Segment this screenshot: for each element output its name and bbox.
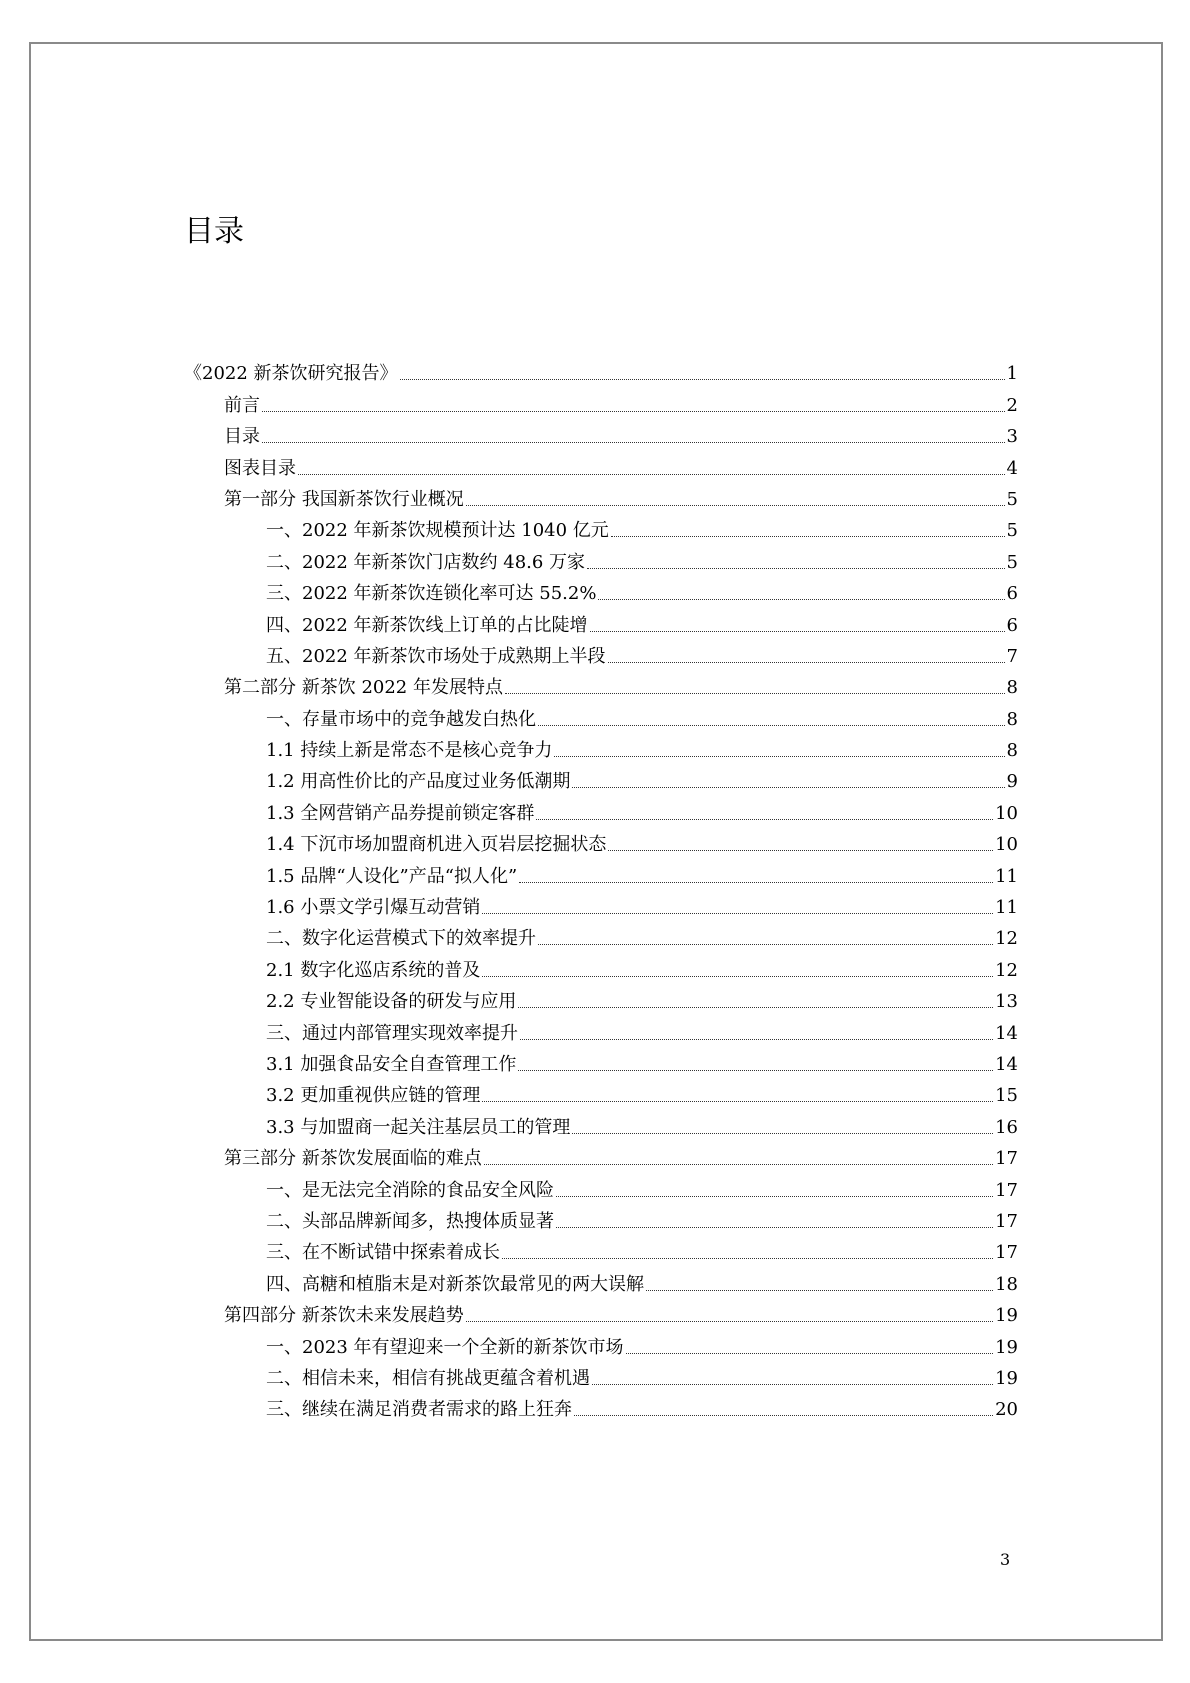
toc-entry-page: 10 — [995, 802, 1018, 824]
toc-entry-title: 1.2 用高性价比的产品度过业务低潮期 — [266, 771, 571, 793]
toc-entry-page: 19 — [995, 1305, 1018, 1327]
toc-entry[interactable] — [184, 512, 1018, 543]
toc-entry-title: 一、2022 年新茶饮规模预计达 1040 亿元 — [266, 520, 609, 542]
toc-entry-title: 2.2 专业智能设备的研发与应用 — [266, 991, 517, 1013]
toc-dot-leader — [520, 1039, 993, 1040]
toc-entry-title: 1.5 品牌“人设化”产品“拟人化” — [266, 865, 518, 887]
toc-entry[interactable] — [184, 449, 1018, 480]
toc-dot-leader — [466, 505, 1005, 506]
toc-entry[interactable] — [184, 1108, 1018, 1139]
toc-entry-title: 三、通过内部管理实现效率提升 — [266, 1022, 518, 1044]
toc-dot-leader — [484, 1164, 993, 1165]
toc-entry-title: 一、2023 年有望迎来一个全新的新茶饮市场 — [266, 1336, 624, 1358]
toc-entry-page: 1 — [1006, 363, 1018, 385]
toc-entry-page: 4 — [1006, 457, 1018, 479]
toc-entry-page: 5 — [1006, 551, 1018, 573]
toc-dot-leader — [466, 1321, 993, 1322]
toc-entry[interactable] — [184, 794, 1018, 825]
toc-entry-title: 二、头部品牌新闻多，热搜体质显著 — [266, 1210, 554, 1232]
toc-dot-leader — [298, 474, 1005, 475]
toc-entry[interactable] — [184, 386, 1018, 417]
toc-entry[interactable] — [184, 700, 1018, 731]
toc-entry[interactable] — [184, 1077, 1018, 1108]
toc-entry-page: 11 — [995, 865, 1018, 887]
toc-dot-leader — [262, 411, 1005, 412]
toc-entry[interactable] — [184, 1203, 1018, 1234]
toc-entry-title: 三、继续在满足消费者需求的路上狂奔 — [266, 1399, 572, 1421]
toc-dot-leader — [572, 787, 1004, 788]
toc-dot-leader — [502, 1258, 993, 1259]
toc-dot-leader — [538, 725, 1005, 726]
toc-entry[interactable] — [184, 763, 1018, 794]
toc-entry[interactable] — [184, 1140, 1018, 1171]
toc-entry[interactable] — [184, 732, 1018, 763]
toc-entry-title: 3.1 加强食品安全自查管理工作 — [266, 1053, 517, 1075]
toc-entry-title: 三、在不断试错中探索着成长 — [266, 1242, 500, 1264]
toc-entry-title: 1.6 小票文学引爆互动营销 — [266, 897, 481, 919]
toc-dot-leader — [505, 693, 1005, 694]
toc-dot-leader — [574, 1415, 993, 1416]
toc-entry[interactable] — [184, 951, 1018, 982]
toc-dot-leader — [482, 913, 993, 914]
toc-dot-leader — [519, 882, 993, 883]
toc-entry-title: 图表目录 — [224, 457, 296, 479]
toc-entry[interactable] — [184, 920, 1018, 951]
toc-dot-leader — [598, 599, 1004, 600]
toc-entry-title: 三、2022 年新茶饮连锁化率可达 55.2% — [266, 583, 597, 605]
toc-entry[interactable] — [184, 1234, 1018, 1265]
toc-entry-page: 10 — [995, 834, 1018, 856]
toc-entry-page: 17 — [995, 1179, 1018, 1201]
page-title: 目录 — [184, 214, 244, 249]
toc-entry-title: 二、数字化运营模式下的效率提升 — [266, 928, 536, 950]
toc-entry-title: 第三部分 新茶饮发展面临的难点 — [224, 1148, 482, 1170]
toc-entry-page: 7 — [1006, 645, 1018, 667]
toc-entry-title: 二、相信未来，相信有挑战更蕴含着机遇 — [266, 1367, 590, 1389]
toc-entry[interactable] — [184, 1328, 1018, 1359]
toc-entry-page: 11 — [995, 897, 1018, 919]
toc-entry[interactable] — [184, 669, 1018, 700]
toc-entry-page: 17 — [995, 1148, 1018, 1170]
toc-entry-page: 8 — [1006, 708, 1018, 730]
toc-dot-leader — [554, 756, 1004, 757]
toc-dot-leader — [400, 379, 1005, 380]
toc-entry-title: 1.1 持续上新是常态不是核心竞争力 — [266, 740, 553, 762]
toc-entry[interactable] — [184, 418, 1018, 449]
toc-entry[interactable] — [184, 1265, 1018, 1296]
toc-entry-page: 17 — [995, 1210, 1018, 1232]
toc-entry[interactable] — [184, 355, 1018, 386]
toc-entry-page: 12 — [995, 928, 1018, 950]
toc-entry[interactable] — [184, 983, 1018, 1014]
toc-entry[interactable] — [184, 826, 1018, 857]
toc-entry[interactable] — [184, 1171, 1018, 1202]
toc-entry-title: 1.3 全网营销产品券提前锁定客群 — [266, 802, 535, 824]
toc-dot-leader — [592, 1384, 993, 1385]
toc-entry-page: 14 — [995, 1053, 1018, 1075]
toc-entry-page: 5 — [1006, 488, 1018, 510]
toc-entry-page: 17 — [995, 1242, 1018, 1264]
toc-entry-page: 18 — [995, 1273, 1018, 1295]
toc-dot-leader — [572, 1133, 993, 1134]
toc-entry-page: 14 — [995, 1022, 1018, 1044]
toc-entry-page: 6 — [1006, 583, 1018, 605]
toc-entry-title: 目录 — [224, 426, 260, 448]
toc-dot-leader — [536, 819, 993, 820]
toc-entry-page: 12 — [995, 959, 1018, 981]
toc-entry-page: 19 — [995, 1336, 1018, 1358]
toc-entry-title: 第四部分 新茶饮未来发展趋势 — [224, 1305, 464, 1327]
toc-dot-leader — [608, 850, 993, 851]
toc-entry-page: 20 — [995, 1399, 1018, 1421]
toc-dot-leader — [608, 662, 1005, 663]
toc-dot-leader — [518, 1070, 993, 1071]
toc-entry-title: 五、2022 年新茶饮市场处于成熟期上半段 — [266, 645, 606, 667]
toc-dot-leader — [538, 944, 993, 945]
toc-entry-title: 3.2 更加重视供应链的管理 — [266, 1085, 481, 1107]
toc-entry[interactable] — [184, 857, 1018, 888]
toc-entry-title: 四、高糖和植脂末是对新茶饮最常见的两大误解 — [266, 1273, 644, 1295]
toc-entry-title: 1.4 下沉市场加盟商机进入页岩层挖掘状态 — [266, 834, 607, 856]
toc-entry[interactable] — [184, 1046, 1018, 1077]
toc-entry[interactable] — [184, 1014, 1018, 1045]
toc-entry-page: 6 — [1006, 614, 1018, 636]
toc-entry-page: 9 — [1006, 771, 1018, 793]
toc-entry[interactable] — [184, 1391, 1018, 1422]
toc-entry-page: 16 — [995, 1116, 1018, 1138]
page-number: 3 — [1000, 1550, 1011, 1569]
toc-entry-page: 15 — [995, 1085, 1018, 1107]
toc-entry[interactable] — [184, 543, 1018, 574]
toc-entry[interactable] — [184, 481, 1018, 512]
toc-dot-leader — [587, 568, 1004, 569]
toc-dot-leader — [556, 1227, 993, 1228]
toc-entry-page: 5 — [1006, 520, 1018, 542]
toc-dot-leader — [556, 1196, 993, 1197]
toc-entry-title: 前言 — [224, 394, 260, 416]
toc-entry-page: 8 — [1006, 740, 1018, 762]
toc-entry-title: 《2022 新茶饮研究报告》 — [184, 363, 398, 385]
toc-entry[interactable] — [184, 638, 1018, 669]
toc-entry-page: 2 — [1006, 394, 1018, 416]
toc-entry[interactable] — [184, 1360, 1018, 1391]
toc-entry-title: 3.3 与加盟商一起关注基层员工的管理 — [266, 1116, 571, 1138]
toc-entry-page: 8 — [1006, 677, 1018, 699]
toc-entry-title: 第二部分 新茶饮 2022 年发展特点 — [224, 677, 503, 699]
toc-entry-title: 第一部分 我国新茶饮行业概况 — [224, 488, 464, 510]
toc-entry-title: 四、2022 年新茶饮线上订单的占比陡增 — [266, 614, 588, 636]
toc-entry[interactable] — [184, 575, 1018, 606]
toc-dot-leader — [646, 1290, 993, 1291]
toc-entry-page: 3 — [1006, 426, 1018, 448]
toc-entry-title: 2.1 数字化巡店系统的普及 — [266, 959, 481, 981]
toc-entry-title: 一、存量市场中的竞争越发白热化 — [266, 708, 536, 730]
toc-dot-leader — [482, 976, 993, 977]
toc-entry[interactable] — [184, 1297, 1018, 1328]
toc-dot-leader — [518, 1007, 993, 1008]
toc-dot-leader — [482, 1101, 993, 1102]
toc-dot-leader — [611, 536, 1005, 537]
toc-dot-leader — [626, 1353, 994, 1354]
toc-dot-leader — [590, 631, 1005, 632]
toc-entry-title: 二、2022 年新茶饮门店数约 48.6 万家 — [266, 551, 586, 573]
toc-entry-title: 一、是无法完全消除的食品安全风险 — [266, 1179, 554, 1201]
toc-entry[interactable] — [184, 889, 1018, 920]
toc-entry-page: 13 — [995, 991, 1018, 1013]
toc-entry-page: 19 — [995, 1367, 1018, 1389]
table-of-contents — [184, 355, 1018, 1422]
toc-entry[interactable] — [184, 606, 1018, 637]
toc-dot-leader — [262, 442, 1005, 443]
